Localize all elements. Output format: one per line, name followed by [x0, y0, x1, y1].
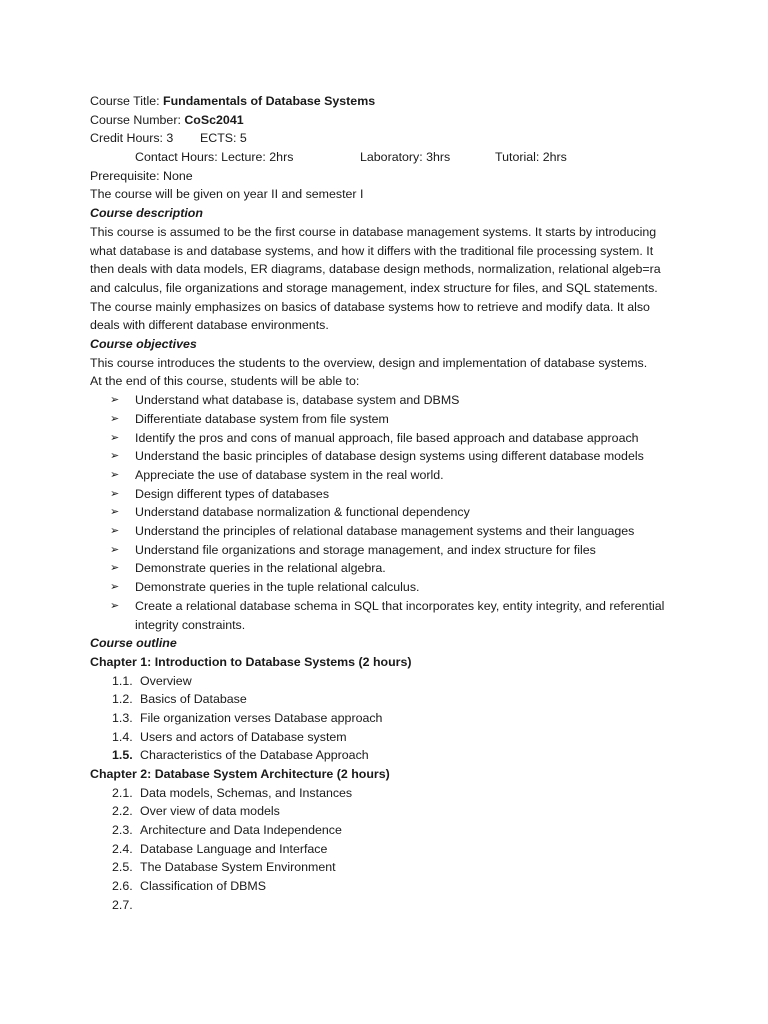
outline-item [90, 802, 680, 821]
laboratory-hours: Laboratory: 3hrs [360, 150, 451, 165]
course-number-line [90, 111, 680, 130]
outline-item [90, 709, 680, 728]
objectives-intro: This course introduces the students to the overview, design and implementation of database systems. [90, 355, 648, 370]
outline-text: Basics of Database [140, 692, 247, 707]
objective-item [90, 410, 680, 429]
credit-hours-line [90, 129, 680, 148]
outline-item [90, 690, 680, 709]
outline-text: Classification of DBMS [140, 879, 267, 894]
outline-item [90, 728, 680, 747]
contact-hours: Contact Hours: Lecture: 2hrs [135, 150, 294, 165]
course-given: The course will be given on year II and semester I [90, 187, 364, 202]
outline-number: 1.5. [112, 748, 133, 763]
objective-text: Understand file organizations and storage management, and index structure for files [135, 542, 596, 557]
objective-item [90, 541, 680, 560]
outline-item [90, 821, 680, 840]
objective-item [90, 485, 680, 504]
outline-text: File organization verses Database approach [140, 710, 383, 725]
objective-item [90, 522, 680, 541]
objective-text: Demonstrate queries in the tuple relational calculus. [135, 580, 420, 595]
objective-item [90, 597, 680, 634]
arrow-bullet-icon: ➢ [110, 543, 120, 556]
objective-text: Demonstrate queries in the relational algebra. [135, 561, 386, 576]
objective-text: Understand the principles of relational database management systems and their languages [135, 524, 635, 539]
arrow-bullet-icon: ➢ [110, 450, 120, 463]
objective-item [90, 447, 680, 466]
outline-text: Overview [140, 673, 192, 688]
course-title-line [90, 92, 680, 111]
objective-item [90, 466, 680, 485]
document-page [90, 92, 680, 915]
outline-text: Users and actors of Database system [140, 729, 347, 744]
objective-item [90, 578, 680, 597]
outline-item [90, 746, 680, 765]
objective-item [90, 559, 680, 578]
chapter-1-list [90, 672, 680, 765]
arrow-bullet-icon: ➢ [110, 394, 120, 407]
outline-number: 1.4. [112, 729, 133, 744]
outline-number: 1.2. [112, 692, 133, 707]
objective-text: Understand the basic principles of database design systems using different database models [135, 449, 644, 464]
objective-text: Understand what database is, database system and DBMS [135, 393, 460, 408]
arrow-bullet-icon: ➢ [110, 468, 120, 481]
arrow-bullet-icon: ➢ [110, 525, 120, 538]
outline-item [90, 896, 680, 915]
objective-text: Identify the pros and cons of manual approach, file based approach and database approach [135, 430, 639, 445]
arrow-bullet-icon: ➢ [110, 599, 120, 612]
outline-number: 2.7. [112, 897, 133, 912]
objective-text: Create a relational database schema in SQL that incorporates key, entity integrity, and referential integrity constraints. [135, 598, 665, 632]
outline-text: Characteristics of the Database Approach [140, 748, 369, 763]
arrow-bullet-icon: ➢ [110, 487, 120, 500]
objectives-list [90, 391, 680, 634]
objective-text: Design different types of databases [135, 486, 330, 501]
outline-text: Database Language and Interface [140, 841, 328, 856]
objective-item [90, 503, 680, 522]
credit-hours: Credit Hours: 3 [90, 131, 174, 146]
course-description-text: This course is assumed to be the first course in database management systems. It starts by introducing what database is and database systems, and how it differs with the traditional file processing system. It then deals with data models, ER diagrams, database design methods, normalization, relational algeb=ra and calculus, file organizations and storage management, index structure for files, and SQL statements. The course mainly emphasizes on basics of database systems how to retrieve and modify data. It also deals with different database environments. [90, 224, 661, 333]
outline-item [90, 840, 680, 859]
chapter-2-title: Chapter 2: Database System Architecture (2 hours) [90, 767, 390, 782]
outline-number: 2.4. [112, 841, 133, 856]
outline-item [90, 672, 680, 691]
objective-item [90, 429, 680, 448]
outline-item [90, 784, 680, 803]
outline-text: Architecture and Data Independence [140, 823, 342, 838]
outline-text: The Database System Environment [140, 860, 336, 875]
outline-item [90, 858, 680, 877]
chapter-2-list [90, 784, 680, 915]
outline-number: 2.5. [112, 860, 133, 875]
course-title-value: Fundamentals of Database Systems [163, 94, 376, 108]
tutorial-hours: Tutorial: 2hrs [495, 150, 567, 165]
arrow-bullet-icon: ➢ [110, 412, 120, 425]
course-number-value: CoSc2041 [184, 112, 244, 127]
outline-number: 1.3. [112, 710, 133, 725]
ects: ECTS: 5 [200, 131, 247, 146]
outline-number: 1.1. [112, 673, 133, 688]
contact-hours-line [90, 148, 680, 167]
objective-item [90, 391, 680, 410]
arrow-bullet-icon: ➢ [110, 431, 120, 444]
objective-text: Understand database normalization & functional dependency [135, 505, 470, 520]
arrow-bullet-icon: ➢ [110, 506, 120, 519]
outline-number: 2.2. [112, 804, 133, 819]
outline-text: Over view of data models [140, 804, 280, 819]
chapter-1-title: Chapter 1: Introduction to Database Systems (2 hours) [90, 654, 412, 669]
course-description-heading: Course description [90, 206, 203, 221]
objectives-intro-2: At the end of this course, students will be able to: [90, 374, 360, 389]
arrow-bullet-icon: ➢ [110, 581, 120, 594]
objective-text: Differentiate database system from file system [135, 411, 389, 426]
course-objectives-heading: Course objectives [90, 337, 197, 352]
outline-number: 2.6. [112, 879, 133, 894]
outline-number: 2.3. [112, 823, 133, 838]
prerequisite: Prerequisite: None [90, 168, 193, 183]
outline-text: Data models, Schemas, and Instances [140, 785, 353, 800]
course-title-label: Course Title: [90, 94, 160, 108]
course-number-label: Course Number: [90, 112, 181, 127]
arrow-bullet-icon: ➢ [110, 562, 120, 575]
outline-item [90, 877, 680, 896]
objective-text: Appreciate the use of database system in the real world. [135, 467, 444, 482]
outline-number: 2.1. [112, 785, 133, 800]
course-outline-heading: Course outline [90, 636, 177, 651]
